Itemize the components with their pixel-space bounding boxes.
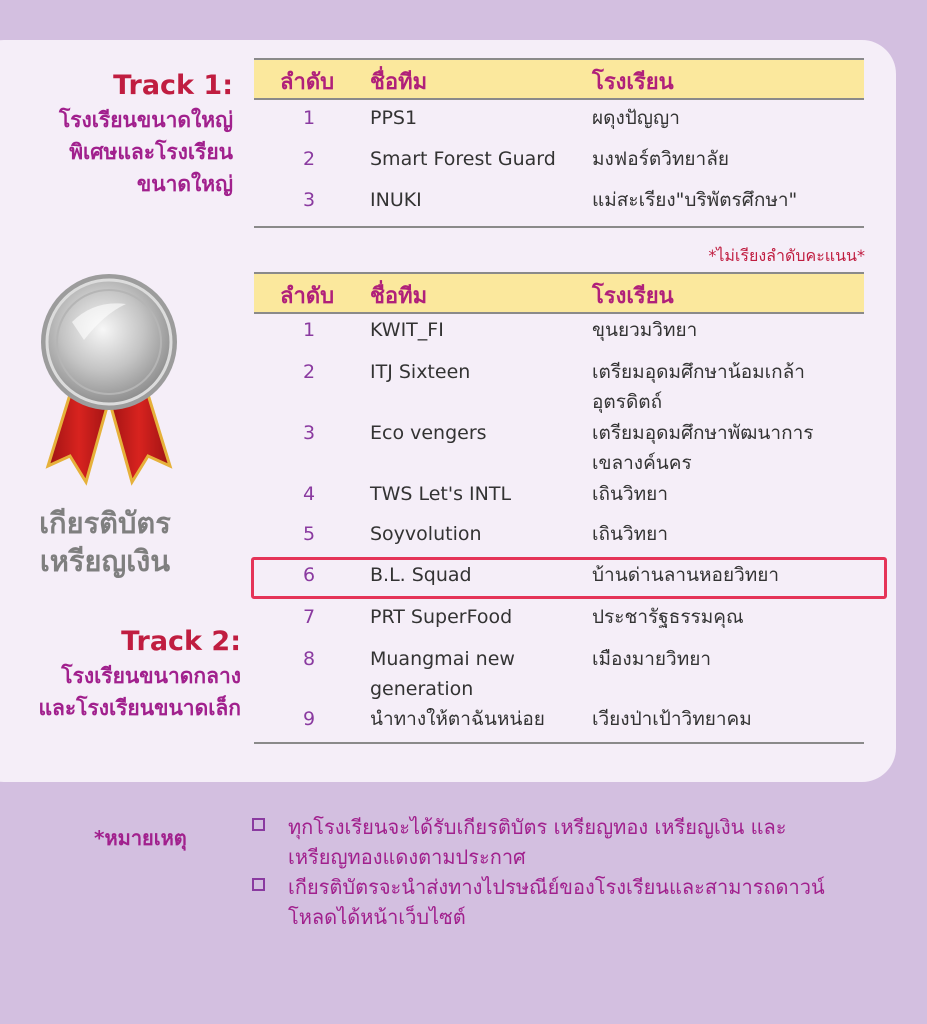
rank-cell: 2: [302, 361, 316, 383]
header-team: ชื่อทีม: [370, 284, 428, 309]
header-school: โรงเรียน: [592, 284, 674, 309]
school-cell: ขุนยวมวิทยา: [592, 319, 698, 341]
track1-subtitle-line: โรงเรียนขนาดใหญ่: [58, 108, 233, 132]
team-cell: TWS Let's INTL: [370, 483, 512, 505]
track2-subtitle: [38, 660, 241, 724]
team-cell: KWIT_FI: [370, 319, 444, 341]
rank-cell: 5: [302, 523, 316, 545]
table-bottom-rule: [254, 742, 864, 744]
silver-medal-icon: [34, 270, 184, 500]
remark-text: [288, 872, 825, 932]
rank-cell: 6: [302, 564, 316, 586]
school-cell: เถินวิทยา: [592, 483, 668, 505]
checkbox-icon: [252, 878, 265, 891]
header-team: ชื่อทีม: [370, 70, 428, 95]
table-bottom-rule: [254, 226, 864, 228]
school-cell: แม่สะเรียง"บริพัตรศึกษา": [592, 189, 798, 211]
rank-cell: 3: [302, 189, 316, 211]
school-cell: ผดุงปัญญา: [592, 107, 680, 129]
table-header: [254, 58, 864, 100]
team-cell: Muangmai new: [370, 648, 515, 670]
team-cell: ITJ Sixteen: [370, 361, 471, 383]
rank-cell: 7: [302, 606, 316, 628]
header-rank: ลำดับ: [280, 284, 335, 309]
remark-label: *หมายเหตุ: [94, 826, 187, 850]
team-cell: Soyvolution: [370, 523, 482, 545]
school-cell: เวียงป่าเป้าวิทยาคม: [592, 708, 752, 730]
rank-cell: 3: [302, 422, 316, 444]
team-cell: B.L. Squad: [370, 564, 472, 586]
checkbox-icon: [252, 818, 265, 831]
school-cell: บ้านด่านลานหอยวิทยา: [592, 564, 780, 586]
school-cell: เตรียมอุดมศึกษาน้อมเกล้า: [592, 361, 805, 383]
track2-subtitle-line: โรงเรียนขนาดกลาง: [61, 664, 241, 688]
unranked-note: *ไม่เรียงลำดับคะแนน*: [708, 246, 865, 265]
rank-cell: 9: [302, 708, 316, 730]
header-school: โรงเรียน: [592, 70, 674, 95]
school-cell-line2: อุตรดิตถ์: [592, 391, 663, 413]
school-cell: เตรียมอุดมศึกษาพัฒนาการ: [592, 422, 814, 444]
team-cell: INUKI: [370, 189, 422, 211]
team-cell: PPS1: [370, 107, 418, 129]
team-cell: PRT SuperFood: [370, 606, 513, 628]
track2-title: Track 2:: [121, 626, 241, 657]
rank-cell: 1: [302, 107, 316, 129]
team-cell: Eco vengers: [370, 422, 487, 444]
track1-subtitle-line: พิเศษและโรงเรียน: [69, 140, 233, 164]
school-cell: ประชารัฐธรรมคุณ: [592, 606, 744, 628]
award-label-line1: เกียรติบัตร: [39, 506, 171, 540]
highlight-frame: [251, 557, 887, 599]
team-cell-line2: generation: [370, 678, 474, 700]
school-cell: เถินวิทยา: [592, 523, 668, 545]
school-cell: มงฟอร์ตวิทยาลัย: [592, 148, 729, 170]
remark-text: [288, 812, 787, 872]
header-rank: ลำดับ: [280, 70, 335, 95]
rank-cell: 8: [302, 648, 316, 670]
team-cell: Smart Forest Guard: [370, 148, 556, 170]
track1-subtitle-line: ขนาดใหญ่: [136, 172, 233, 196]
remark-line: เกียรติบัตรจะนำส่งทางไปรษณีย์ของโรงเรียนและสามารถดาวน์: [288, 875, 825, 899]
remark-line: โหลดได้หน้าเว็บไซต์: [288, 905, 466, 929]
track2-subtitle-line: และโรงเรียนขนาดเล็ก: [38, 696, 241, 720]
table-header: [254, 272, 864, 314]
rank-cell: 4: [302, 483, 316, 505]
award-label-line2: เหรียญเงิน: [39, 544, 171, 578]
rank-cell: 1: [302, 319, 316, 341]
school-cell-line2: เขลางค์นคร: [592, 452, 692, 474]
team-cell: นำทางให้ตาฉันหน่อย: [370, 708, 545, 730]
school-cell: เมืองมายวิทยา: [592, 648, 712, 670]
remark-line: เหรียญทองแดงตามประกาศ: [288, 845, 526, 869]
remark-line: ทุกโรงเรียนจะได้รับเกียรติบัตร เหรียญทอง เหรียญเงิน และ: [288, 815, 787, 839]
track1-title: Track 1:: [113, 70, 233, 101]
track1-subtitle: [59, 104, 233, 200]
rank-cell: 2: [302, 148, 316, 170]
